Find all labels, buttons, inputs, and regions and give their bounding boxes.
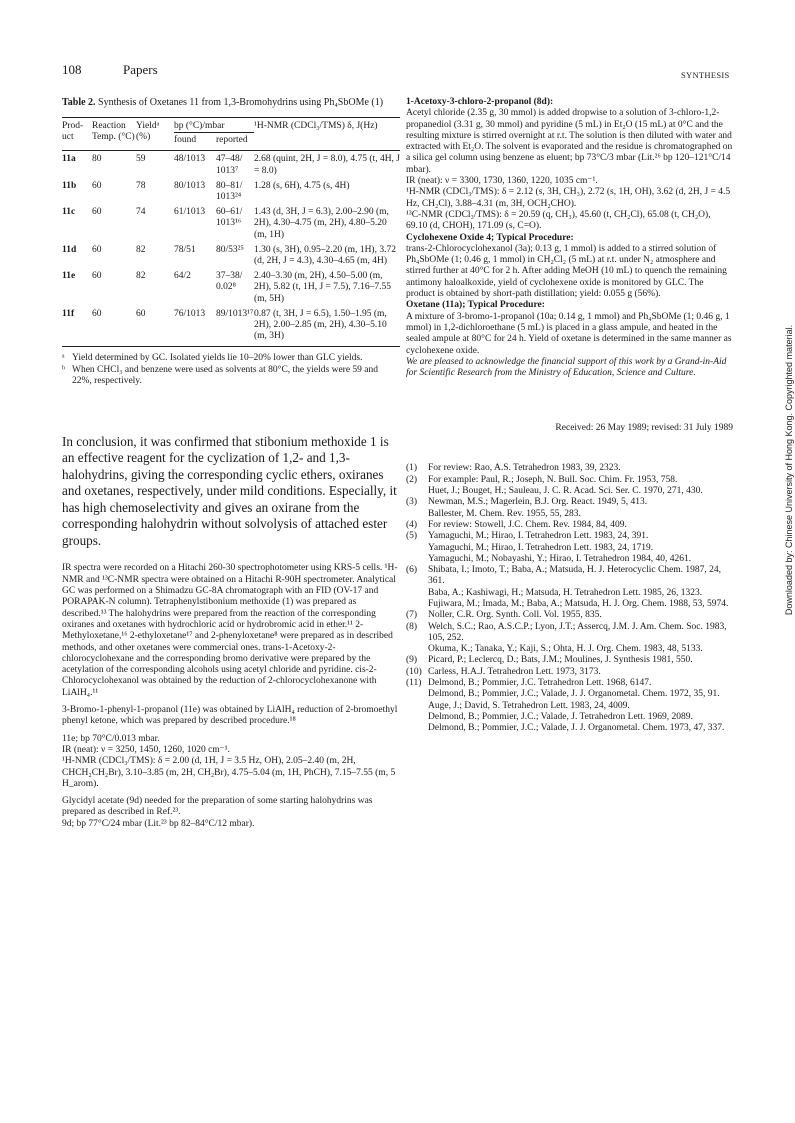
- reference-line: For review: Stowell, J.C. Chem. Rev. 1984, 84, 409.: [428, 519, 627, 530]
- left-column: [62, 97, 400, 830]
- table-row: [62, 305, 400, 343]
- procedure-8d-hnmr: ¹H-NMR (CDCl₃/TMS): δ = 2.12 (s, 3H, CH₃), 2.72 (s, 1H, OH), 3.62 (d, 2H, J = 4.5 Hz, CH₂Cl), 3.88–4.31 (m, 3H, OCH₂CHO).: [406, 187, 731, 209]
- page-number: 108: [62, 62, 82, 77]
- reference-body: [428, 497, 733, 520]
- footnote-text: When CHCl₃ and benzene were used as solvents at 80°C, the yields were 59 and 22%, respectively.: [72, 364, 379, 387]
- reference-item: [406, 655, 733, 666]
- reference-number: (5): [406, 531, 418, 542]
- cell-product: 11d: [62, 244, 77, 255]
- reference-item: [406, 667, 733, 678]
- header-bp-found: found: [174, 135, 197, 146]
- procedure-8d-text: Acetyl chloride (2.35 g, 30 mmol) is added dropwise to a solution of 3-chloro-1,2-propanediol (3.31 g, 30 mmol) and pyridine (5 mL) in Et₂O (15 mL) at 0°C and the resulting mixture is stirred overnight at r.t. The solution is then diluted with water and extracted with Et₂O. The solvent is evaporated and the residue is chromatographed on a silica gel column using benzene as eluent; bp 73°C/3 mbar (Lit.²⁶ bp 120–121°C/14 mbar).: [406, 108, 733, 175]
- table-bottom-rule: [62, 346, 400, 347]
- header-nmr: ¹H-NMR (CDCl₃/TMS) δ, J(Hz): [254, 121, 378, 131]
- reference-line: For review: Rao, A.S. Tetrahedron 1983, 39, 2323.: [428, 463, 621, 474]
- reference-body: [428, 531, 733, 565]
- cell-temp: 60: [92, 244, 102, 255]
- reference-line: Delmond, B.; Pommier, J.C.; Valade, J. J. Organometal. Chem. 1973, 47, 337.: [428, 723, 725, 734]
- procedure-oxide-text: trans-2-Chlorocyclohexanol (3a); 0.13 g, 1 mmol) is added to a stirred solution of Ph₄SbOMe (1; 0.46 g, 1 mmol) in CH₂Cl₂ (5 mL) at r.t. under N₂ atmosphere and stirred further at 40°C for 2 h. After adding MeOH (10 mL) to quench the remaining antimony haloalkoxide, yield of cyclohexene oxide is monitored by GLC. The product is obtained by short-path distillation; yield: 0.055 g (56%).: [406, 243, 727, 300]
- reference-line: Fujiwara, M.; Imada, M.; Baba, A.; Matsuda, H. J. Org. Chem. 1988, 53, 5974.: [428, 598, 729, 609]
- table-header-row: [62, 121, 400, 133]
- reference-body: [428, 678, 733, 734]
- reference-number: (2): [406, 474, 418, 485]
- reference-number: (7): [406, 610, 418, 621]
- cell-bp-found: 48/1013: [174, 154, 206, 165]
- cell-yield: 82: [136, 244, 146, 255]
- reference-number: (9): [406, 655, 418, 666]
- reference-line: Welch, S.C.; Rao, A.S.C.P.; Lyon, J.T.; Assercq, J.M. J. Am. Chem. Soc. 1983, 105, 252.: [428, 621, 727, 643]
- procedure-8d-ir: IR (neat): ν = 3300, 1730, 1360, 1220, 1035 cm⁻¹.: [406, 176, 598, 187]
- cell-yield: 78: [136, 180, 146, 191]
- reference-number: (8): [406, 621, 418, 632]
- cell-bp-reported: 80–81/ 1013²⁴: [216, 180, 243, 203]
- section-name: Papers: [123, 62, 158, 77]
- right-column: [406, 97, 733, 735]
- cell-bp-reported: 89/1013¹⁷: [216, 308, 254, 319]
- footnote-mark: ᵇ: [62, 364, 65, 375]
- procedure-8d: [406, 97, 733, 379]
- reference-body: [428, 622, 733, 656]
- experimental-general: IR spectra were recorded on a Hitachi 260-30 spectrophotometer using KRS-5 cells. ¹H-NMR and ¹³C-NMR spectra were obtained on a Hitachi R-90H spectrometer. Analytical GC was performed on a Shimadzu GC-8A chromatograph with an FID (OV-17 and PORAPAK-N column). Tetraphenylstibonium methoxide (1) was prepared as described.¹³ The halohydrins were prepared from the reaction of the corresponding oxiranes and oxetanes with hydrochloric acid or hydrobromic acid in ether.¹¹ 2-Methyloxetane,¹⁶ 2-ethyloxetane¹⁷ and 2-phenyloxetane⁸ were prepared as in described methods, and other oxetanes were commercial ones. trans-1-Acetoxy-2-chlorocyclohexane and the corresponding bromo derivative were prepared by the acetylation of the corresponding alcohols using acetyl chloride and pyridine. cis-2-Chlorocyclohexanol was obtained by the reduction of 2-chlorocyclohexanone with LiAlH₄.¹¹: [62, 563, 398, 698]
- experimental-9d-bp: 9d; bp 77°C/24 mbar (Lit.²³ bp 82–84°C/12 mbar).: [62, 818, 255, 829]
- reference-body: [428, 610, 733, 621]
- cell-nmr: 1.28 (s, 6H), 4.75 (s, 4H): [254, 180, 350, 191]
- references-list: [406, 463, 733, 734]
- download-note: Downloaded by: Chinese University of Hong Kong. Copyrighted material.: [784, 324, 794, 616]
- reference-item: [406, 475, 733, 498]
- acknowledgement: We are pleased to acknowledge the financial support of this work by a Grand-in-Aid for Scientific Research from the Ministry of Education, Science and Culture.: [406, 356, 727, 379]
- table-row: [62, 177, 400, 203]
- footnote-mark: ᵃ: [62, 353, 65, 364]
- reference-line: Okuma, K.; Tanaka, Y.; Kaji, S.; Ohta, H. J. Org. Chem. 1983, 48, 5133.: [428, 644, 703, 655]
- reference-line: Ballester, M. Chem. Rev. 1955, 55, 283.: [428, 508, 581, 519]
- table-top-rule: [62, 117, 400, 118]
- cell-yield: 59: [136, 154, 146, 165]
- download-sidebar: [784, 280, 794, 660]
- header-product: Prod-uct: [62, 121, 84, 143]
- header-temp: Reaction Temp. (°C): [92, 121, 135, 143]
- header-yield: Yieldᵃ (%): [136, 121, 160, 143]
- reference-item: [406, 678, 733, 734]
- table-label: Table 2.: [62, 97, 96, 108]
- experimental-bromohydrin: 3-Bromo-1-phenyl-1-propanol (11e) was obtained by LiAlH₄ reduction of 2-bromoethyl phenyl ketone, which was prepared by described procedure.¹⁸: [62, 705, 398, 727]
- reference-line: Noller, C.R. Org. Synth. Coll. Vol. 1955, 835.: [428, 610, 602, 621]
- experimental-glycidyl: Glycidyl acetate (9d) needed for the preparation of some starting halohydrins was prepared as described in Ref.²³.: [62, 796, 373, 818]
- reference-line: Newman, M.S.; Magerlein, B.J. Org. React. 1949, 5, 413.: [428, 497, 648, 508]
- experimental-11e-ir: IR (neat): ν = 3250, 1450, 1260, 1020 cm⁻¹.: [62, 744, 230, 755]
- reference-line: Delmond, B.; Pommier, J.C.; Valade, J. J. Organometal. Chem. 1972, 35, 91.: [428, 689, 720, 700]
- cell-temp: 60: [92, 207, 102, 218]
- reference-body: [428, 565, 733, 610]
- cell-temp: 60: [92, 271, 102, 282]
- footnote-text: Yield determined by GC. Isolated yields lie 10–20% lower than GLC yields.: [72, 353, 363, 364]
- cell-product: 11c: [62, 207, 76, 218]
- reference-line: Picard, P.; Leclercq, D.; Bats, J.M.; Moulines, J. Synthesis 1981, 550.: [428, 655, 693, 666]
- reference-body: [428, 520, 733, 531]
- table-footnote: [62, 353, 400, 365]
- reference-item: [406, 565, 733, 610]
- cell-yield: 74: [136, 207, 146, 218]
- table-row: [62, 154, 400, 176]
- reference-line: Delmond, B.; Pommier, J.C. Tetrahedron Lett. 1968, 6147.: [428, 678, 652, 689]
- reference-line: Auge, J.; David, S. Tetrahedron Lett. 1983, 24, 4009.: [428, 700, 630, 711]
- reference-number: (10): [406, 666, 422, 677]
- cell-bp-found: 76/1013: [174, 308, 206, 319]
- reference-line: Yamaguchi, M.; Hirao, I. Tetrahedron Lett. 1983, 24, 391.: [428, 531, 649, 542]
- cell-product: 11f: [62, 308, 75, 319]
- table-caption: Synthesis of Oxetanes 11 from 1,3-Bromohydrins using Ph₄SbOMe (1): [98, 97, 384, 108]
- reference-line: Huet, J.; Bouget, H.; Sauleau, J. C. R. Acad. Sci. Ser. C. 1970, 271, 430.: [428, 486, 703, 497]
- reference-number: (1): [406, 463, 418, 474]
- oxetane-table-body: [62, 154, 400, 342]
- table-row: [62, 203, 400, 241]
- table-row: [62, 241, 400, 267]
- reference-item: [406, 463, 733, 474]
- cell-bp-found: 64/2: [174, 271, 191, 282]
- cell-bp-reported: 37–38/ 0.02⁸: [216, 271, 243, 293]
- reference-body: [428, 655, 733, 666]
- table-header-rule: [62, 150, 400, 151]
- header-bp-reported: reported: [216, 135, 248, 146]
- oxetane-table: [62, 121, 400, 146]
- cell-nmr: 2.68 (quint, 2H, J = 8.0), 4.75 (t, 4H, J = 8.0): [254, 154, 401, 176]
- reference-line: Carless, H.A.J. Tetrahedron Lett. 1973, 3173.: [428, 666, 601, 677]
- reference-number: (4): [406, 519, 418, 530]
- cell-yield: 60: [136, 308, 146, 319]
- procedure-8d-heading: 1-Acetoxy-3-chloro-2-propanol (8d):: [406, 97, 554, 107]
- cell-bp-reported: 47–48/ 1013⁷: [216, 154, 243, 176]
- cell-bp-found: 61/1013: [174, 207, 206, 218]
- cell-nmr: 2.40–3.30 (m, 2H), 4.50–5.00 (m, 2H), 5.82 (t, 1H, J = 7.5), 7.16–7.55 (m, 5H): [254, 271, 392, 304]
- reference-number: (3): [406, 497, 418, 508]
- reference-body: [428, 667, 733, 678]
- reference-item: [406, 520, 733, 531]
- cell-product: 11e: [62, 271, 76, 282]
- procedure-oxetane-heading: Oxetane (11a); Typical Procedure:: [406, 300, 545, 311]
- cell-bp-found: 78/51: [174, 244, 196, 255]
- experimental-11e-nmr: ¹H-NMR (CDCl₃/TMS): δ = 2.00 (d, 1H, J = 3.5 Hz, OH), 2.05–2.40 (m, 2H, CHCH₂CH₂Br), 3.10–3.85 (m, 2H, CH₂Br), 4.75–5.04 (m, 1H, PhCH), 7.15–7.55 (m, 5 H_arom).: [62, 756, 396, 789]
- cell-temp: 80: [92, 154, 102, 165]
- reference-line: For example: Paul, R.; Joseph, N. Bull. Soc. Chim. Fr. 1953, 758.: [428, 474, 678, 485]
- procedure-oxetane-text: A mixture of 3-bromo-1-propanol (10a; 0.14 g, 1 mmol) and Ph₄SbOMe (1; 0.46 g, 1 mmol) in 1,2-dichloroethane (5 mL) is placed in a glass ampule, and heated in the sealed ampule at 80°C for 24 h. Yield of oxetane is determined in the same manner as cyclohexene oxide.: [406, 311, 732, 356]
- reference-item: [406, 610, 733, 621]
- reference-line: Shibata, I.; Imoto, T.; Baba, A.; Matsuda, H. J. Heterocyclic Chem. 1987, 24, 361.: [428, 565, 722, 587]
- cell-product: 11b: [62, 180, 77, 191]
- cell-nmr: 1.43 (d, 3H, J = 6.3), 2.00–2.90 (m, 2H), 4.30–4.75 (m, 2H), 4.80–5.20 (m, 1H): [254, 207, 389, 240]
- experimental-11e-bp: 11e; bp 70°C/0.013 mbar.: [62, 733, 160, 744]
- cell-temp: 60: [92, 308, 102, 319]
- reference-number: (11): [406, 678, 422, 689]
- reference-line: Yamaguchi, M.; Nobayashi, Y.; Hirao, I. Tetrahedron 1984, 40, 4261.: [428, 553, 692, 564]
- cell-bp-reported: 60–61/ 1013¹⁶: [216, 207, 243, 229]
- procedure-oxide-heading: Cyclohexene Oxide 4; Typical Procedure:: [406, 232, 574, 243]
- conclusion-paragraph: In conclusion, it was confirmed that stibonium methoxide 1 is an effective reagent for the cyclization of 1,2- and 1,3-halohydrins, giving the corresponding cyclic ethers, oxiranes and oxetanes, respectively, under mild conditions. Especially, it has high chemoselectivity and gives an oxirane from the corresponding halohydrin without solvolysis of attached ester groups.: [62, 433, 397, 548]
- reference-item: [406, 622, 733, 656]
- experimental-section: [62, 563, 400, 830]
- header-bp: bp (°C)/mbar: [174, 121, 254, 133]
- table-footnotes: [62, 353, 400, 388]
- table-title: [62, 97, 400, 109]
- reference-line: Yamaguchi, M.; Hirao, I. Tetrahedron Lett. 1983, 24, 1719.: [428, 542, 654, 553]
- cell-temp: 60: [92, 180, 102, 191]
- table-footnote: [62, 365, 400, 388]
- journal-name: SYNTHESIS: [681, 70, 730, 80]
- cell-nmr: 0.87 (t, 3H, J = 6.5), 1.50–1.95 (m, 2H), 2.00–2.85 (m, 2H), 4.30–5.10 (m, 3H): [254, 308, 387, 342]
- reference-line: Baba, A.; Kashiwagi, H.; Matsuda, H. Tetrahedron Lett. 1985, 26, 1323.: [428, 587, 703, 598]
- table-row: [62, 267, 400, 305]
- reference-body: [428, 463, 733, 474]
- reference-item: [406, 497, 733, 520]
- reference-line: Delmond, B.; Pommier, J.C.; Valade, J. Tetrahedron Lett. 1969, 2089.: [428, 711, 693, 722]
- cell-bp-reported: 80/53²⁵: [216, 244, 244, 255]
- reference-item: [406, 531, 733, 565]
- reference-number: (6): [406, 565, 418, 576]
- cell-product: 11a: [62, 154, 76, 165]
- cell-yield: 82: [136, 271, 146, 282]
- cell-nmr: 1.30 (s, 3H), 0.95–2.20 (m, 1H), 3.72 (d, 2H, J = 4.3), 4.30–4.65 (m, 4H): [254, 244, 396, 267]
- procedure-8d-cnmr: ¹³C-NMR (CDCl₃/TMS): δ = 20.59 (q, CH₃), 45.60 (t, CH₂Cl), 65.08 (t, CH₂O), 69.10 (d, CHOH), 171.09 (s, C=O).: [406, 209, 711, 232]
- reference-body: [428, 475, 733, 498]
- cell-bp-found: 80/1013: [174, 180, 206, 191]
- received-dates: Received: 26 May 1989; revised: 31 July 1989: [555, 423, 733, 434]
